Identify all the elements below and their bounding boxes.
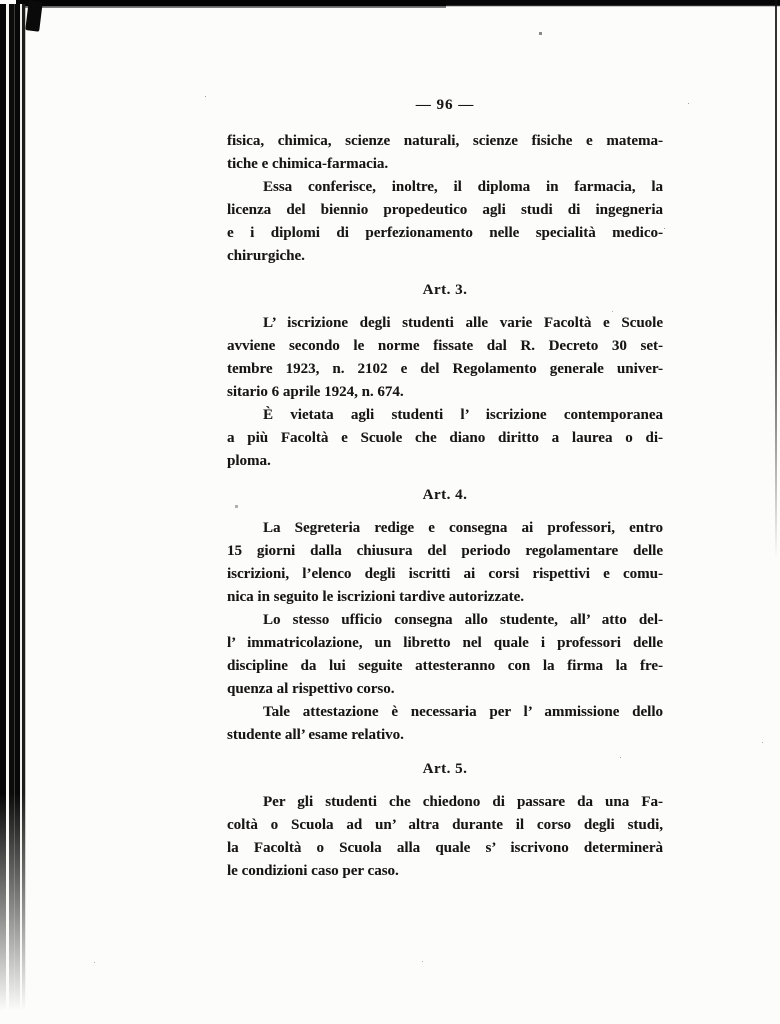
paragraph (227, 701, 663, 747)
text-line: quenza al rispettivo corso. (227, 681, 395, 697)
text-line: ploma. (227, 453, 271, 469)
text-line: discipline da lui seguite attesteranno con la firma la fre- (227, 658, 663, 674)
text-line: licenza del biennio propedeutico agli studi di ingegneria (227, 202, 663, 218)
text-line: tembre 1923, n. 2102 e del Regolamento generale univer- (227, 361, 663, 377)
scan-top-edge-dark (16, 0, 446, 10)
text-line: iscrizioni, l’elenco degli iscritti ai corsi rispettivi e comu- (227, 566, 663, 582)
text-line: 15 giorni dalla chiusura del periodo regolamentare delle (227, 543, 663, 559)
text-line: sitario 6 aprile 1924, n. 674. (227, 384, 404, 400)
article-heading-3: Art. 3. (422, 282, 468, 298)
paragraph (227, 609, 663, 701)
text-line: Tale attestazione è necessaria per l’ ammissione dello (263, 704, 663, 720)
text-line: Essa conferisce, inoltre, il diploma in farmacia, la (263, 179, 663, 195)
book-gutter (0, 4, 28, 1016)
text-line: nica in seguito le iscrizioni tardive autorizzate. (227, 589, 525, 605)
paragraph (227, 517, 663, 609)
text-line: a più Facoltà e Scuole che diano diritto a laurea o di- (227, 430, 663, 446)
scan-speckles (0, 0, 1, 1)
gutter-corner-mark (25, 0, 43, 31)
text-line: tiche e chimica-farmacia. (227, 156, 389, 172)
paragraph (227, 404, 663, 473)
text-line: chirurgiche. (227, 248, 305, 264)
paragraph (227, 791, 663, 883)
text-line: coltà o Scuola ad un’ altra durante il corso degli studi, (227, 817, 663, 833)
article-heading-4: Art. 4. (422, 487, 468, 503)
text-line: L’ iscrizione degli studenti alle varie Facoltà e Scuole (263, 315, 663, 331)
paragraph (227, 312, 663, 404)
paragraph (227, 130, 663, 176)
text-line: Per gli studenti che chiedono di passare da una Fa- (263, 794, 663, 810)
text-line: l’ immatricolazione, un libretto nel quale i professori delle (227, 635, 663, 651)
text-column (227, 94, 663, 883)
text-line: studente all’ esame relativo. (227, 727, 404, 743)
article-heading-5: Art. 5. (422, 761, 468, 777)
scan-right-edge (775, 0, 777, 560)
text-line: le condizioni caso per caso. (227, 863, 399, 879)
text-line: la Facoltà o Scuola alla quale s’ iscrivono determinerà (227, 840, 663, 856)
text-line: e i diplomi di perfezionamento nelle specialità medico- (227, 225, 663, 241)
text-line: Lo stesso ufficio consegna allo studente, all’ atto del- (263, 612, 663, 628)
text-line: La Segreteria redige e consegna ai professori, entro (263, 520, 663, 536)
page-number: — 96 — (415, 97, 475, 113)
text-line: È vietata agli studenti l’ iscrizione contemporanea (263, 407, 663, 423)
paragraph (227, 176, 663, 268)
text-line: fisica, chimica, scienze naturali, scienze fisiche e matema- (227, 133, 663, 149)
text-line: avviene secondo le norme fissate dal R. Decreto 30 set- (227, 338, 663, 354)
